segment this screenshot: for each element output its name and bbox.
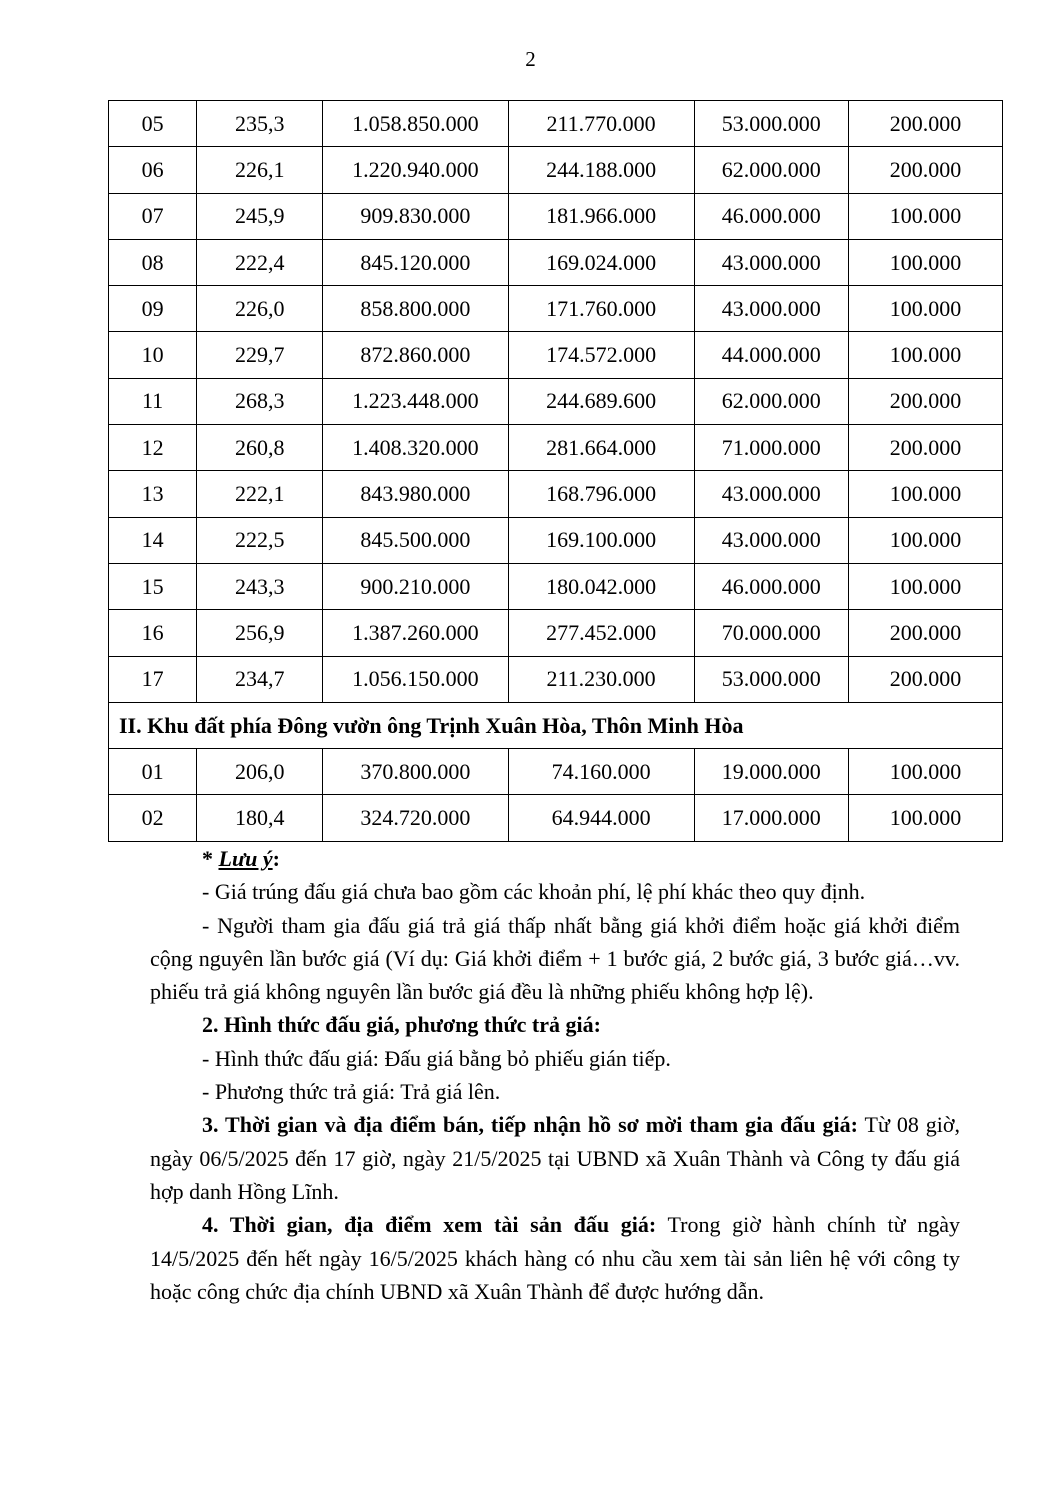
notes-block — [150, 842, 960, 1308]
table-cell: 169.100.000 — [508, 517, 694, 563]
section-2-title: 2. Hình thức đấu giá, phương thức trả giá: — [202, 1012, 601, 1038]
table-cell: 44.000.000 — [694, 332, 848, 378]
section-heading: II. Khu đất phía Đông vườn ông Trịnh Xuân Hòa, Thôn Minh Hòa — [109, 702, 1003, 748]
table-cell: 1.056.150.000 — [323, 656, 508, 702]
table-cell: 200.000 — [848, 656, 1002, 702]
table-cell: 1.058.850.000 — [323, 101, 508, 147]
table-cell: 14 — [109, 517, 197, 563]
table-section-ii — [109, 702, 1003, 748]
table-cell: 43.000.000 — [694, 471, 848, 517]
table-cell: 244.188.000 — [508, 147, 694, 193]
note-title — [150, 842, 960, 875]
table-cell: 43.000.000 — [694, 517, 848, 563]
table-cell: 16 — [109, 610, 197, 656]
table-cell: 100.000 — [848, 517, 1002, 563]
table-cell: 200.000 — [848, 610, 1002, 656]
table-row — [109, 147, 1003, 193]
table-cell: 1.220.940.000 — [323, 147, 508, 193]
table-cell: 11 — [109, 378, 197, 424]
table-cell: 206,0 — [197, 749, 323, 795]
table-cell: 180.042.000 — [508, 563, 694, 609]
section-3-title: 3. Thời gian và địa điểm bán, tiếp nhận hồ sơ mời tham gia đấu giá: — [202, 1112, 858, 1138]
table-cell: 100.000 — [848, 286, 1002, 332]
table-cell: 226,0 — [197, 286, 323, 332]
table-cell: 100.000 — [848, 795, 1002, 841]
section-4-text: Trong giờ hành chính từ ngày 14/5/2025 đến hết ngày 16/5/2025 khách hàng có nhu cầu xem tài sản liên hệ với công ty hoặc công chức địa chính UBND xã Xuân Thành để được hướng dẫn. — [150, 1212, 960, 1304]
table-cell: 200.000 — [848, 378, 1002, 424]
table-cell: 62.000.000 — [694, 147, 848, 193]
table-cell: 171.760.000 — [508, 286, 694, 332]
table-row — [109, 795, 1003, 841]
table-cell: 46.000.000 — [694, 193, 848, 239]
table-cell: 222,5 — [197, 517, 323, 563]
table-cell: 181.966.000 — [508, 193, 694, 239]
table-cell: 08 — [109, 239, 197, 285]
note-title-suffix: : — [272, 846, 280, 871]
table-cell: 180,4 — [197, 795, 323, 841]
table-cell: 64.944.000 — [508, 795, 694, 841]
note-title-prefix: * — [202, 846, 219, 871]
section-3-paragraph — [150, 1108, 960, 1208]
section-2-line-1: - Hình thức đấu giá: Đấu giá bằng bỏ phiếu gián tiếp. — [202, 1045, 671, 1071]
table-row — [109, 101, 1003, 147]
table-cell: 17 — [109, 656, 197, 702]
table-cell: 01 — [109, 749, 197, 795]
table-body-part1 — [109, 101, 1003, 703]
table-row — [109, 378, 1003, 424]
table-cell: 200.000 — [848, 425, 1002, 471]
table-cell: 13 — [109, 471, 197, 517]
table-cell: 10 — [109, 332, 197, 378]
table-cell: 1.387.260.000 — [323, 610, 508, 656]
table-cell: 100.000 — [848, 471, 1002, 517]
table-cell: 858.800.000 — [323, 286, 508, 332]
table-cell: 174.572.000 — [508, 332, 694, 378]
table-cell: 226,1 — [197, 147, 323, 193]
section-2-heading — [150, 1008, 960, 1041]
table-cell: 168.796.000 — [508, 471, 694, 517]
section-2-line-2: - Phương thức trả giá: Trả giá lên. — [202, 1079, 501, 1105]
table-cell: 1.223.448.000 — [323, 378, 508, 424]
table-cell: 370.800.000 — [323, 749, 508, 795]
table-body-part2 — [109, 749, 1003, 842]
table-cell: 12 — [109, 425, 197, 471]
table-cell: 200.000 — [848, 147, 1002, 193]
table-cell: 100.000 — [848, 563, 1002, 609]
table-cell: 281.664.000 — [508, 425, 694, 471]
table-cell: 70.000.000 — [694, 610, 848, 656]
table-cell: 53.000.000 — [694, 101, 848, 147]
table-cell: 243,3 — [197, 563, 323, 609]
table-cell: 200.000 — [848, 101, 1002, 147]
note-line-1: - Giá trúng đấu giá chưa bao gồm các khoản phí, lệ phí khác theo quy định. — [202, 879, 866, 905]
table-cell: 169.024.000 — [508, 239, 694, 285]
table-cell: 100.000 — [848, 332, 1002, 378]
table-row — [109, 517, 1003, 563]
table-cell: 234,7 — [197, 656, 323, 702]
table-cell: 268,3 — [197, 378, 323, 424]
table-cell: 71.000.000 — [694, 425, 848, 471]
table-cell: 222,4 — [197, 239, 323, 285]
table-cell: 277.452.000 — [508, 610, 694, 656]
table-cell: 845.120.000 — [323, 239, 508, 285]
table-cell: 845.500.000 — [323, 517, 508, 563]
table-cell: 909.830.000 — [323, 193, 508, 239]
table-cell: 05 — [109, 101, 197, 147]
table-cell: 02 — [109, 795, 197, 841]
table-row — [109, 193, 1003, 239]
table-row — [109, 332, 1003, 378]
table-row — [109, 656, 1003, 702]
table-cell: 229,7 — [197, 332, 323, 378]
table-cell: 43.000.000 — [694, 286, 848, 332]
auction-lots-table — [108, 100, 1003, 842]
table-cell: 53.000.000 — [694, 656, 848, 702]
section-heading-row — [109, 702, 1003, 748]
note-line-2: - Người tham gia đấu giá trả giá thấp nhất bằng giá khởi điểm hoặc giá khởi điểm cộng nguyên lần bước giá (Ví dụ: Giá khởi điểm + 1 bước giá, 2 bước giá, 3 bước giá…vv. phiếu trả giá không nguyên lần bước giá đều là những phiếu không hợp lệ). — [150, 912, 960, 1005]
table-cell: 46.000.000 — [694, 563, 848, 609]
table-cell: 1.408.320.000 — [323, 425, 508, 471]
table-row — [109, 471, 1003, 517]
table-cell: 260,8 — [197, 425, 323, 471]
table-cell: 211.770.000 — [508, 101, 694, 147]
table-cell: 900.210.000 — [323, 563, 508, 609]
table-cell: 09 — [109, 286, 197, 332]
table-cell: 62.000.000 — [694, 378, 848, 424]
table-cell: 245,9 — [197, 193, 323, 239]
section-4-paragraph — [150, 1208, 960, 1308]
table-row — [109, 239, 1003, 285]
table-cell: 19.000.000 — [694, 749, 848, 795]
table-cell: 843.980.000 — [323, 471, 508, 517]
table-cell: 06 — [109, 147, 197, 193]
table-row — [109, 425, 1003, 471]
table-cell: 07 — [109, 193, 197, 239]
table-cell: 15 — [109, 563, 197, 609]
table-cell: 43.000.000 — [694, 239, 848, 285]
table-cell: 222,1 — [197, 471, 323, 517]
table-cell: 74.160.000 — [508, 749, 694, 795]
table-cell: 100.000 — [848, 239, 1002, 285]
table-cell: 17.000.000 — [694, 795, 848, 841]
table-cell: 100.000 — [848, 749, 1002, 795]
table-row — [109, 286, 1003, 332]
table-cell: 211.230.000 — [508, 656, 694, 702]
section-4-title: 4. Thời gian, địa điểm xem tài sản đấu giá: — [202, 1212, 657, 1238]
table-cell: 872.860.000 — [323, 332, 508, 378]
table-row — [109, 563, 1003, 609]
table-cell: 100.000 — [848, 193, 1002, 239]
table-cell: 324.720.000 — [323, 795, 508, 841]
table-row — [109, 610, 1003, 656]
page-number: 2 — [525, 47, 536, 71]
table-row — [109, 749, 1003, 795]
table-cell: 235,3 — [197, 101, 323, 147]
section-3-text: Từ 08 giờ, ngày 06/5/2025 đến 17 giờ, ngày 21/5/2025 tại UBND xã Xuân Thành và Công ty đấu giá hợp danh Hồng Lĩnh. — [150, 1112, 960, 1204]
table-cell: 256,9 — [197, 610, 323, 656]
note-title-word: Lưu ý — [218, 846, 273, 871]
table-cell: 244.689.600 — [508, 378, 694, 424]
